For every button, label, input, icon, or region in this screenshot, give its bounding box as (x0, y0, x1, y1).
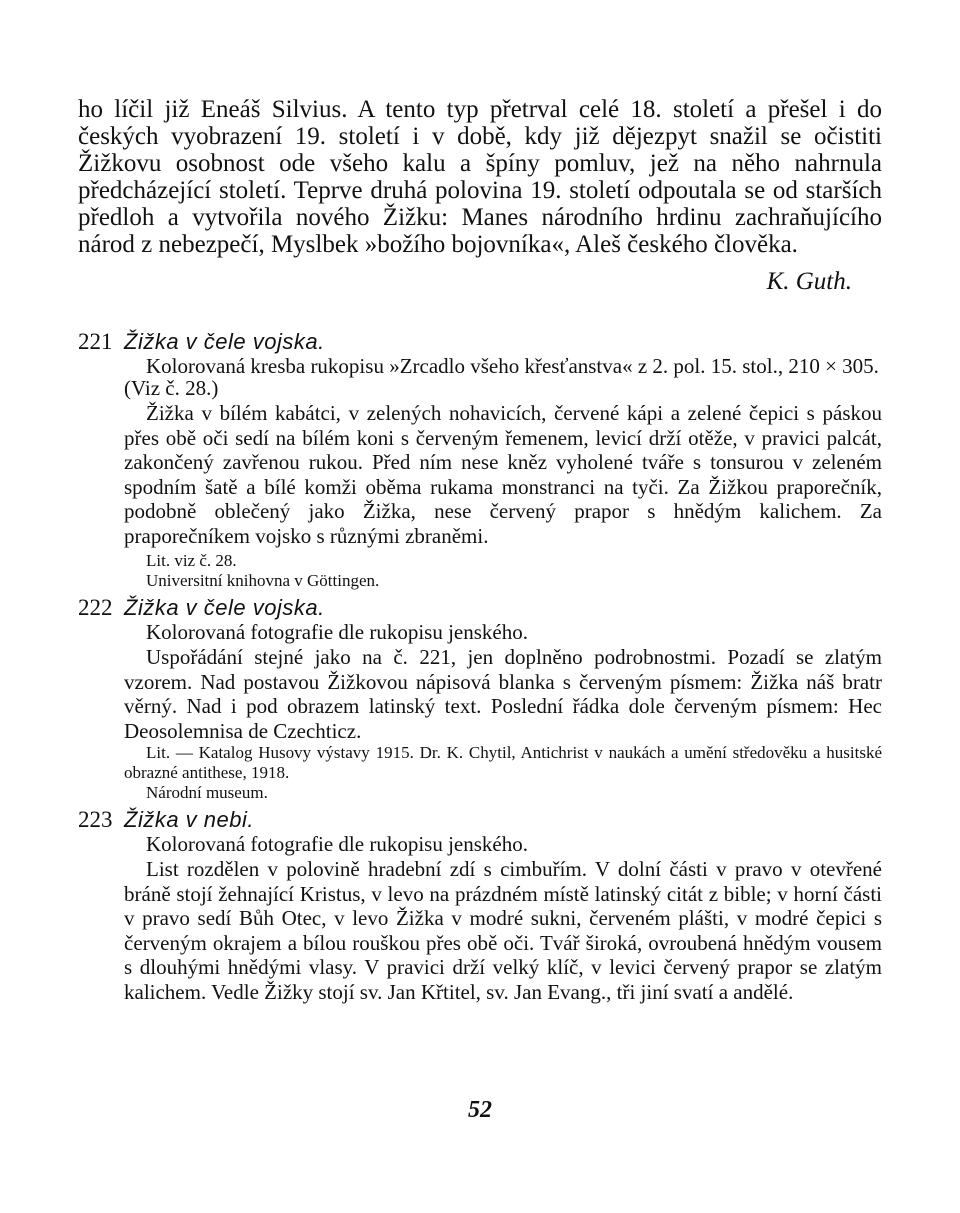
entry-source: Kolorovaná kresba rukopisu »Zrcadlo všeho křesťanstva« z 2. pol. 15. stol., 210 × 305. (Viz č. 28.) (124, 354, 879, 400)
entry-location: Universitní knihovna v Göttingen. (146, 571, 380, 590)
entry-source: Kolorovaná fotografie dle rukopisu jenského. (146, 620, 528, 644)
entry-literature: Lit. — Katalog Husovy výstavy 1915. Dr. K. Chytil, Antichrist v naukách a umění středověku a husitské obrazné antithese, 1918. (124, 743, 882, 782)
entry-description: Žižka v bílém kabátci, v zelených nohavicích, červené kápi a zelené čepici s páskou přes obě oči sedí na bílém koni s červeným řemenem, levicí drží otěže, v pravici palcát, zakončený zavřenou rukou. Před ním nese kněz vyholené tváře s tonsurou v zeleném spodním šatě a bílé komži oběma rukama monstranci na tyči. Za Žižkou praporečník, podobně oblečený jako Žižka, nese červený prapor s hnědým kalichem. Za praporečníkem vojsko s různými zbraněmi. (124, 401, 882, 548)
catalog-entry-222 (78, 595, 882, 803)
entry-title: Žižka v čele vojska. (124, 595, 325, 620)
entry-title: Žižka v čele vojska. (124, 329, 325, 354)
entry-literature: Lit. viz č. 28. (146, 551, 237, 570)
intro-section (78, 96, 882, 295)
entry-source: Kolorovaná fotografie dle rukopisu jenského. (146, 832, 528, 856)
entry-title: Žižka v nebi. (124, 807, 254, 832)
entry-description: List rozdělen v polovině hradební zdí s cimbuřím. V dolní části v pravo v otevřené bráně stojí žehnající Kristus, v levo na prázdném místě latinský citát z bible; v horní části v pravo sedí Bůh Otec, v levo Žižka v modré sukni, červeném plášti, v modré čepici s červeným okrajem a bílou rouškou přes obě oči. Tvář široká, ovroubená hnědým vousem s dlouhými hnědými vlasy. V pravici drží velký klíč, v levici červený prapor se zlatým kalichem. Vedle Žižky stojí sv. Jan Křtitel, sv. Jan Evang., tři jiní svatí a andělé. (124, 857, 882, 1004)
catalog-entry-221 (78, 329, 882, 591)
entry-number: 221 (78, 329, 113, 354)
entry-number: 223 (78, 807, 113, 832)
page-content (78, 96, 882, 1004)
page-number: 52 (468, 1097, 492, 1123)
author-signature: K. Guth. (766, 268, 852, 295)
catalog-entry-223 (78, 807, 882, 1004)
entry-location: Národní museum. (146, 783, 268, 802)
entry-number: 222 (78, 595, 113, 620)
entry-description: Uspořádání stejné jako na č. 221, jen doplněno podrobnostmi. Pozadí se zlatým vzorem. Nad postavou Žižkovou nápisová blanka s červeným písmem: Žižka náš bratr věrný. Nad i pod obrazem latinský text. Poslední řádka dole červeným písmem: Hec Deosolemnisa de Czechticz. (124, 645, 882, 743)
intro-paragraph: ho líčil již Eneáš Silvius. A tento typ přetrval celé 18. století a přešel i do českých vyobrazení 19. století i v době, kdy již dějezpyt snažil se očistiti Žižkovu osobnost ode všeho kalu a špíny pomluv, jež na něho nahrnula předcházející století. Teprve druhá polovina 19. století odpoutala se od starších předloh a vytvořila nového Žižku: Manes národního hrdinu zachraňujícího národ z nebezpečí, Myslbek »božího bojovníka«, Aleš českého člověka. (78, 96, 882, 258)
